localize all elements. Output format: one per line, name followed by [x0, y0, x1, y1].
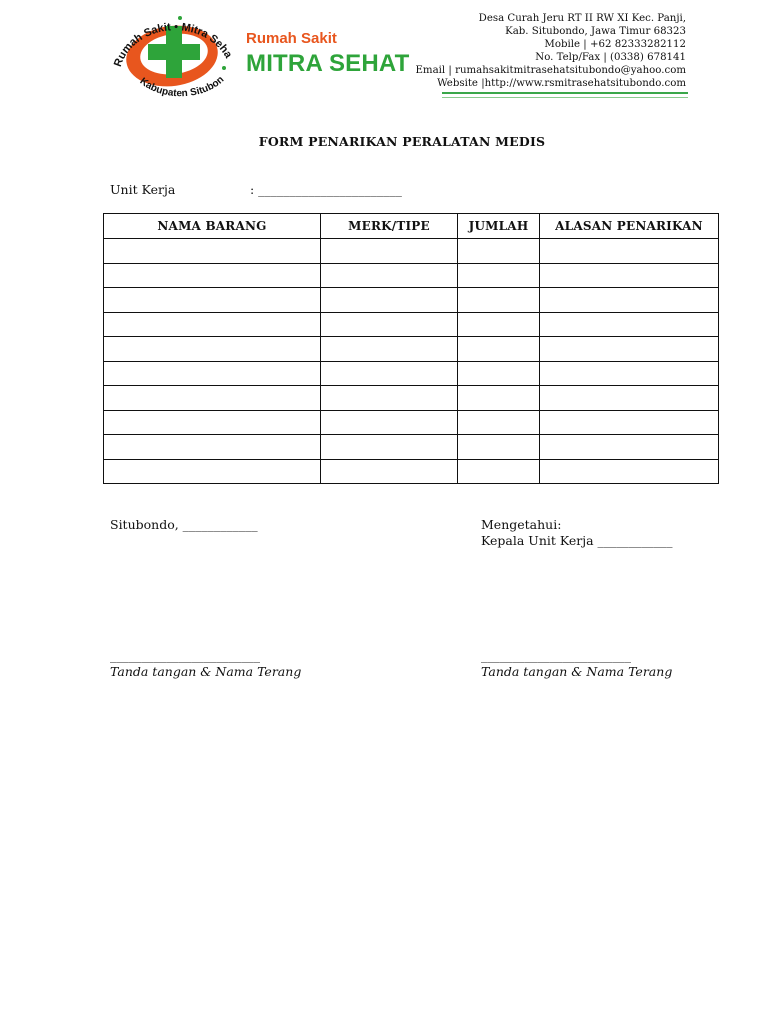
header-divider-thick: [442, 92, 688, 94]
cell-alasan[interactable]: [540, 263, 719, 288]
cell-alasan[interactable]: [540, 435, 719, 460]
cell-nama-barang[interactable]: [104, 410, 321, 435]
cell-alasan[interactable]: [540, 361, 719, 386]
cell-alasan[interactable]: [540, 312, 719, 337]
cell-merk-tipe[interactable]: [321, 239, 458, 264]
cell-alasan[interactable]: [540, 288, 719, 313]
cell-alasan[interactable]: [540, 459, 719, 484]
signature-line-left[interactable]: ________________________: [110, 648, 260, 663]
address-line-1: Desa Curah Jeru RT II RW XI Kec. Panji,: [478, 13, 686, 24]
signature-left: [110, 648, 301, 680]
table-header-row: [104, 214, 719, 239]
head-of-unit[interactable]: Kepala Unit Kerja ____________: [481, 533, 673, 548]
place-date[interactable]: Situbondo, ____________: [110, 517, 258, 532]
table-row: [104, 410, 719, 435]
table-row: [104, 312, 719, 337]
cell-jumlah[interactable]: [458, 410, 540, 435]
cell-jumlah[interactable]: [458, 263, 540, 288]
signature-caption-left: Tanda tangan & Nama Terang: [110, 664, 302, 679]
equipment-table: [103, 213, 719, 484]
table-row: [104, 435, 719, 460]
unit-kerja-label: Unit Kerja: [110, 182, 176, 197]
svg-text:Rumah Sakit • Mitra Sehat: Rumah Sakit • Mitra Seha: [111, 21, 234, 69]
contact-block: [415, 12, 686, 90]
header-jumlah: JUMLAH: [458, 214, 540, 239]
hospital-main-name: MITRA SEHAT: [246, 50, 410, 77]
mobile-number: Mobile | +62 82333282112: [544, 39, 686, 50]
cell-alasan[interactable]: [540, 337, 719, 362]
form-title: FORM PENARIKAN PERALATAN MEDIS: [258, 134, 546, 149]
table-row: [104, 337, 719, 362]
cell-jumlah[interactable]: [458, 337, 540, 362]
website: Website |http://www.rsmitrasehatsitubondo.com: [437, 78, 686, 89]
email-address: Email | rumahsakitmitrasehatsitubondo@yahoo.com: [415, 65, 686, 76]
cell-jumlah[interactable]: [458, 312, 540, 337]
letterhead: [108, 8, 690, 100]
acknowledged-label: Mengetahui:: [481, 517, 562, 532]
cell-merk-tipe[interactable]: [321, 312, 458, 337]
cell-jumlah[interactable]: [458, 361, 540, 386]
hospital-prefix: Rumah Sakit: [246, 30, 337, 47]
cell-merk-tipe[interactable]: [321, 410, 458, 435]
address-line-2: Kab. Situbondo, Jawa Timur 68323: [505, 26, 686, 37]
cell-nama-barang[interactable]: [104, 435, 321, 460]
cell-nama-barang[interactable]: [104, 361, 321, 386]
signature-right: [481, 648, 672, 680]
header-divider-thin: [442, 97, 688, 98]
hospital-logo: [108, 8, 234, 100]
cell-nama-barang[interactable]: [104, 263, 321, 288]
cell-jumlah[interactable]: [458, 288, 540, 313]
cell-merk-tipe[interactable]: [321, 459, 458, 484]
cell-merk-tipe[interactable]: [321, 263, 458, 288]
cell-alasan[interactable]: [540, 410, 719, 435]
signature-left-header: [110, 517, 258, 533]
cell-nama-barang[interactable]: [104, 459, 321, 484]
table-row: [104, 263, 719, 288]
header-merk-tipe: MERK/TIPE: [321, 214, 458, 239]
header-alasan-penarikan: ALASAN PENARIKAN: [540, 214, 719, 239]
cell-alasan[interactable]: [540, 386, 719, 411]
cell-merk-tipe[interactable]: [321, 386, 458, 411]
table-row: [104, 288, 719, 313]
table-row: [104, 459, 719, 484]
cell-nama-barang[interactable]: [104, 312, 321, 337]
cell-nama-barang[interactable]: [104, 386, 321, 411]
cell-alasan[interactable]: [540, 239, 719, 264]
cell-jumlah[interactable]: [458, 386, 540, 411]
cell-merk-tipe[interactable]: [321, 288, 458, 313]
unit-kerja-row: [110, 182, 402, 197]
cell-jumlah[interactable]: [458, 239, 540, 264]
cell-nama-barang[interactable]: [104, 239, 321, 264]
signature-line-right[interactable]: ________________________: [481, 648, 631, 663]
cell-jumlah[interactable]: [458, 459, 540, 484]
telp-fax: No. Telp/Fax | (0338) 678141: [535, 52, 686, 63]
cell-jumlah[interactable]: [458, 435, 540, 460]
table-row: [104, 361, 719, 386]
cell-nama-barang[interactable]: [104, 288, 321, 313]
table-row: [104, 239, 719, 264]
cell-merk-tipe[interactable]: [321, 361, 458, 386]
signature-right-header: [481, 517, 673, 549]
hospital-name: [246, 30, 410, 78]
cell-nama-barang[interactable]: [104, 337, 321, 362]
unit-kerja-blank[interactable]: : _______________________: [250, 182, 402, 197]
svg-text:Kabupaten Situbondo: Kabupaten Situbon: [137, 74, 227, 100]
signature-caption-right: Tanda tangan & Nama Terang: [481, 664, 673, 679]
cell-merk-tipe[interactable]: [321, 435, 458, 460]
table-row: [104, 386, 719, 411]
cell-merk-tipe[interactable]: [321, 337, 458, 362]
header-nama-barang: NAMA BARANG: [104, 214, 321, 239]
